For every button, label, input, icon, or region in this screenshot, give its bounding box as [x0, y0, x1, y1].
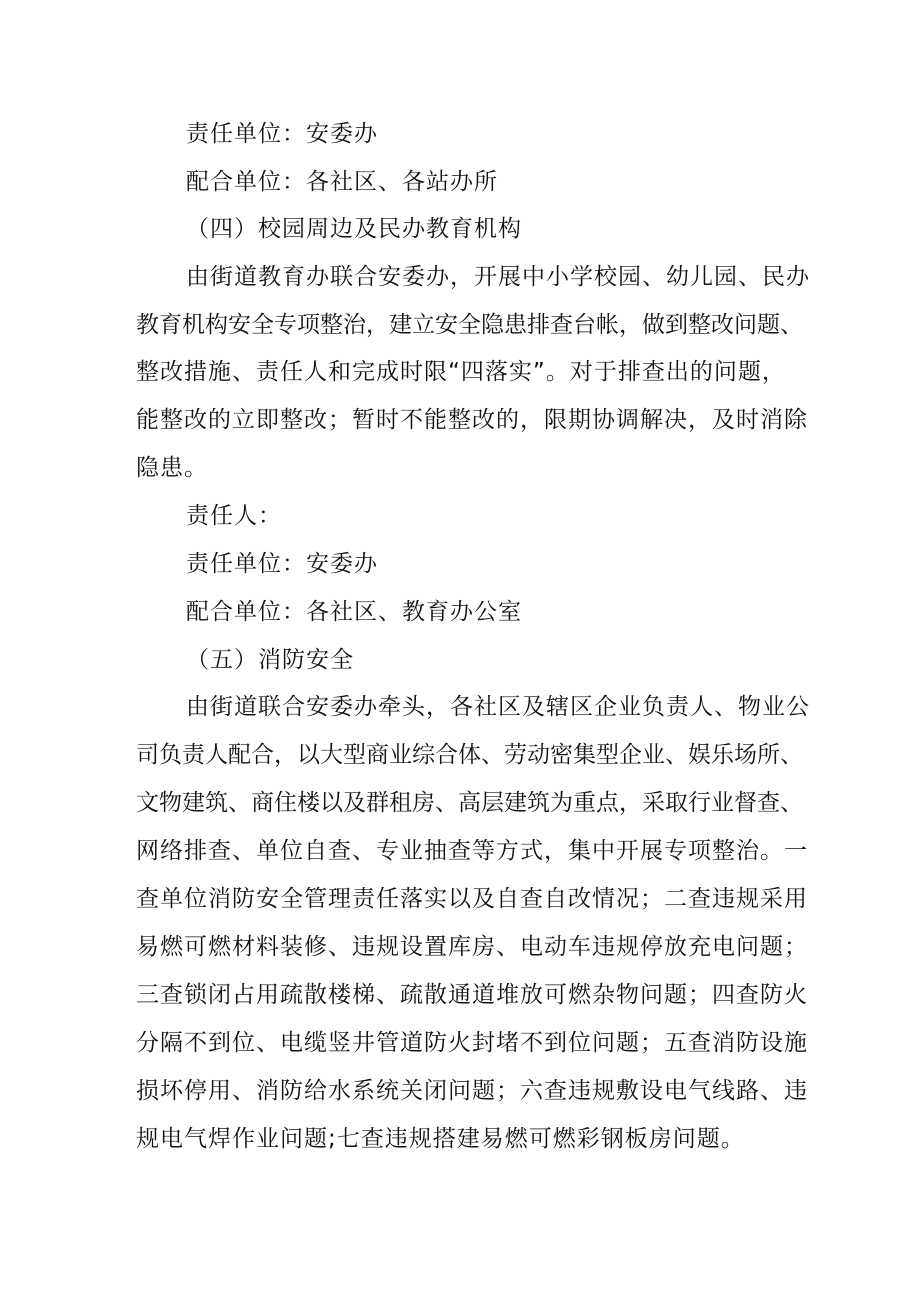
responsible-unit-line-2: 责任单位：安委办 — [186, 551, 378, 577]
paragraph-line: 教育机构安全专项整治，建立安全隐患排查台帐，做到整改问题、 — [136, 312, 803, 338]
responsible-unit-line-1: 责任单位：安委办 — [186, 121, 378, 147]
paragraph-line: 损坏停用、消防给水系统关闭问题；六查违规敷设电气线路、违 — [136, 1078, 808, 1104]
responsible-person-line: 责任人： — [186, 503, 282, 529]
paragraph-line: 三查锁闭占用疏散楼梯、疏散通道堆放可燃杂物问题；四查防火 — [136, 982, 808, 1008]
paragraph-line: 整改措施、责任人和完成时限“四落实”。对于排查出的问题， — [136, 359, 786, 385]
paragraph-line: 规电气焊作业问题;七查违规搭建易燃可燃彩钢板房问题。 — [136, 1126, 745, 1152]
paragraph-line: 由街道教育办联合安委办，开展中小学校园、幼儿园、民办 — [186, 264, 810, 290]
paragraph-line: 网络排查、单位自查、专业抽查等方式，集中开展专项整治。一 — [136, 838, 808, 864]
paragraph-line: 司负责人配合，以大型商业综合体、劳动密集型企业、娱乐场所、 — [136, 742, 803, 768]
paragraph-line: 易燃可燃材料装修、违规设置库房、电动车违规停放充电问题； — [136, 934, 808, 960]
paragraph-line: 由街道联合安委办牵头，各社区及辖区企业负责人、物业公 — [186, 694, 810, 720]
paragraph-line: 能整改的立即整改；暂时不能整改的，限期协调解决，及时消除 — [136, 407, 808, 433]
cooperating-unit-line-1: 配合单位：各社区、各站办所 — [186, 169, 498, 195]
paragraph-line: 分隔不到位、电缆竖井管道防火封堵不到位问题；五查消防设施 — [136, 1030, 808, 1056]
paragraph-line: 隐患。 — [136, 455, 208, 481]
cooperating-unit-line-2: 配合单位：各社区、教育办公室 — [186, 599, 522, 625]
section-heading-4: （四）校园周边及民办教育机构 — [186, 216, 522, 242]
paragraph-line: 文物建筑、商住楼以及群租房、高层建筑为重点，采取行业督查、 — [136, 790, 803, 816]
section-heading-5: （五）消防安全 — [186, 647, 354, 673]
paragraph-line: 查单位消防安全管理责任落实以及自查自改情况；二查违规采用 — [136, 886, 808, 912]
